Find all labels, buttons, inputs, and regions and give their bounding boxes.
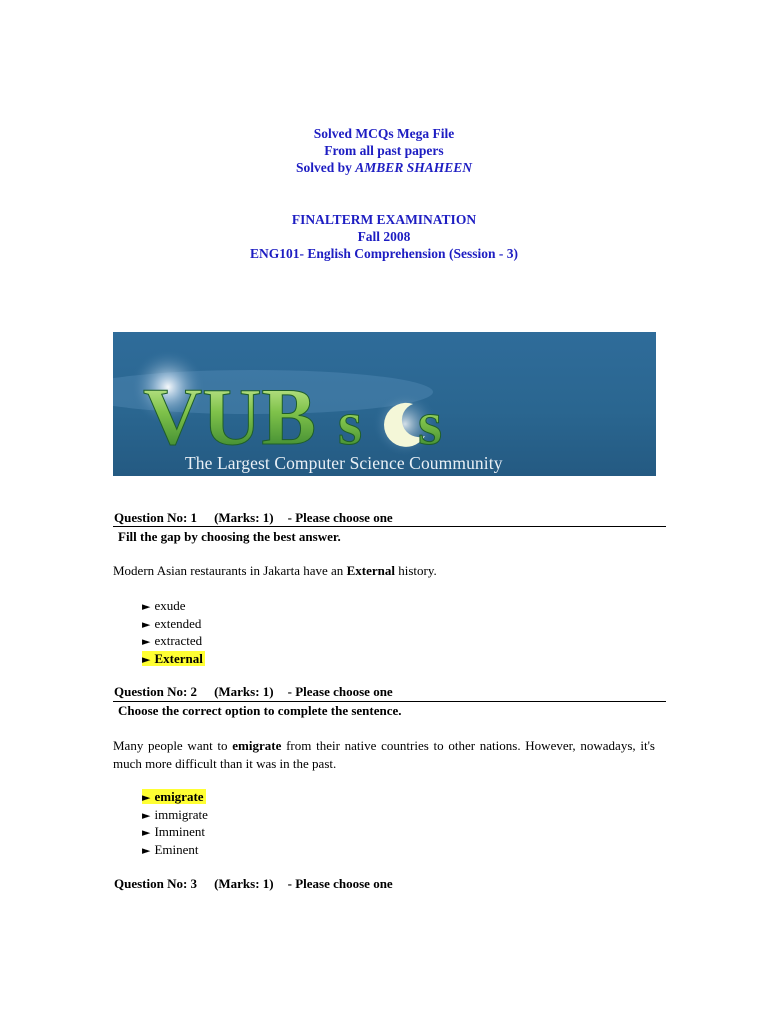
- course-title: ENG101- English Comprehension (Session - 3): [250, 246, 518, 261]
- option-label: exude: [154, 598, 186, 613]
- option-item-correct[interactable]: [142, 650, 205, 668]
- question-instruction-2: Choose the correct option to complete the sentence.: [118, 703, 402, 718]
- question-text-part: from their native countries to other nations. However, nowadays, it's much more difficult than it was in the past.: [113, 738, 655, 771]
- option-marker-icon: ►: [142, 617, 151, 631]
- solved-by-line: [0, 159, 768, 176]
- question-text-part: Many people want to: [113, 738, 233, 753]
- question-text-2: [113, 737, 655, 772]
- question-marks: (Marks: 1): [214, 876, 274, 891]
- banner-tagline: The Largest Computer Science Coummunity: [185, 453, 503, 473]
- option-label: Imminent: [154, 824, 206, 839]
- option-marker-icon: ►: [142, 791, 151, 804]
- option-label: extended: [154, 615, 202, 631]
- option-marker-icon: ►: [142, 826, 151, 839]
- option-label: Eminent: [154, 841, 199, 857]
- logo-letters: VUB: [143, 371, 317, 462]
- vubscs-banner: [113, 332, 656, 476]
- option-label: extracted: [154, 633, 203, 648]
- option-item[interactable]: [142, 597, 205, 615]
- question-number: Question No: 2: [114, 684, 198, 699]
- option-marker-icon: ►: [142, 843, 151, 857]
- question-choose-label: - Please choose one: [287, 510, 393, 525]
- question-number: Question No: 3: [114, 876, 198, 891]
- options-list-1: [142, 597, 205, 667]
- question-header-1: [114, 510, 393, 526]
- option-marker-icon: ►: [142, 808, 151, 822]
- option-item[interactable]: [142, 841, 208, 859]
- option-item-correct[interactable]: [142, 788, 208, 806]
- option-label: External: [154, 650, 203, 666]
- question-marks: (Marks: 1): [214, 510, 274, 525]
- question-keyword: External: [346, 563, 395, 578]
- exam-title: FINALTERM EXAMINATION: [291, 212, 477, 227]
- options-list-2: [142, 788, 208, 858]
- question-text-part: history.: [394, 563, 437, 578]
- question-text-1: [113, 562, 655, 580]
- question-instruction-1: Fill the gap by choosing the best answer.: [118, 529, 341, 544]
- question-choose-label: - Please choose one: [287, 684, 393, 699]
- doc-title: Solved MCQs Mega File: [313, 126, 455, 141]
- logo-letter-s1: s: [338, 390, 363, 458]
- option-item[interactable]: [142, 632, 205, 650]
- question-header-3: [114, 876, 393, 892]
- divider: [113, 526, 666, 527]
- option-item[interactable]: [142, 615, 205, 633]
- question-marks: (Marks: 1): [214, 684, 274, 699]
- solved-by-prefix: Solved by: [296, 160, 356, 175]
- author-name: AMBER SHAHEEN: [355, 160, 472, 175]
- option-marker-icon: ►: [142, 600, 151, 613]
- question-choose-label: - Please choose one: [287, 876, 393, 891]
- option-label: emigrate: [154, 789, 204, 804]
- divider: [113, 701, 666, 702]
- option-label: immigrate: [154, 806, 208, 822]
- option-item[interactable]: [142, 823, 208, 841]
- question-number: Question No: 1: [114, 510, 198, 525]
- logo-letter-s2: s: [418, 390, 443, 458]
- option-item[interactable]: [142, 806, 208, 824]
- question-text-part: Modern Asian restaurants in Jakarta have an: [113, 563, 347, 578]
- question-header-2: [114, 684, 393, 700]
- question-keyword: emigrate: [232, 738, 282, 753]
- exam-term: Fall 2008: [357, 229, 411, 244]
- option-marker-icon: ►: [142, 652, 151, 666]
- option-marker-icon: ►: [142, 635, 151, 648]
- doc-subtitle: From all past papers: [324, 143, 444, 158]
